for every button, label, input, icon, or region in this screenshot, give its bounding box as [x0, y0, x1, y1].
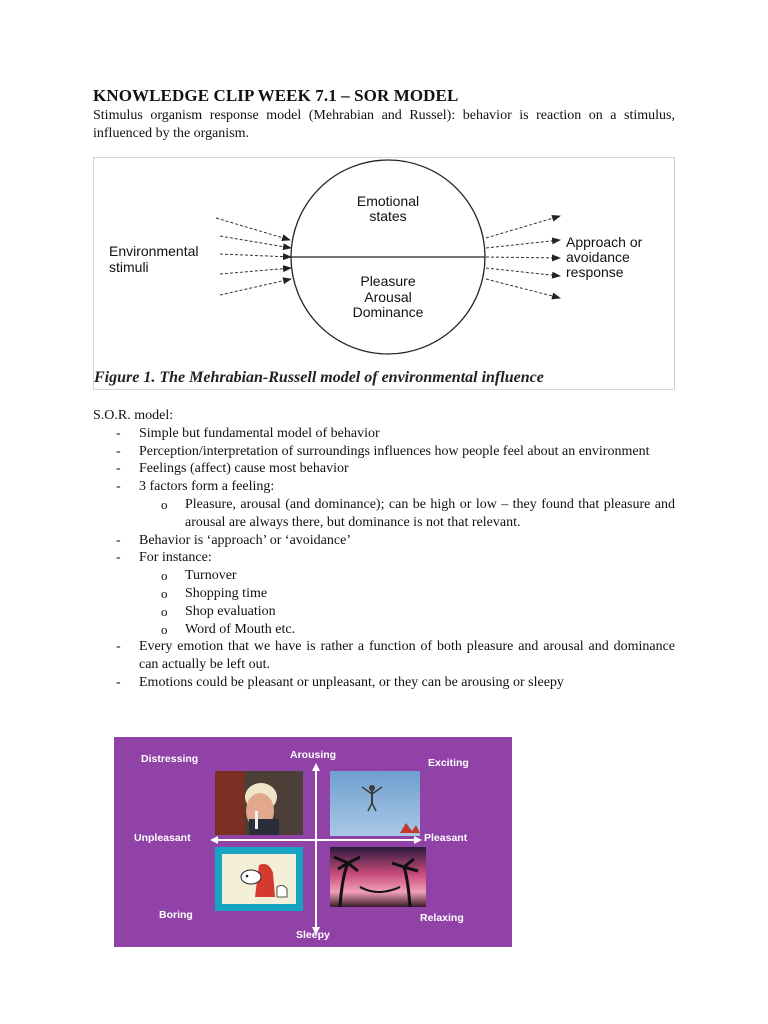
dash-marker: - — [116, 443, 121, 459]
list-item: - For instance: o Turnover o Shopping time o Shop evaluation o Word of Mouth etc. — [93, 549, 675, 638]
circle-marker: o — [161, 585, 168, 601]
factors-sublist — [139, 496, 675, 532]
dash-marker: - — [116, 479, 121, 495]
circle-top-line2: states — [369, 208, 407, 224]
list-item: - Every emotion that we have is rather a function of both pleasure and arousal and dominance can actually be left out. — [116, 639, 675, 673]
mehrabian-russell-figure — [93, 157, 675, 390]
sor-notes — [93, 407, 675, 692]
circle-marker: o — [161, 568, 168, 584]
circle-marker: o — [161, 621, 168, 637]
sub-list-item: o Word of Mouth etc. — [161, 621, 296, 637]
circle-bottom-line1: Pleasure — [360, 273, 416, 289]
list-item: - Perception/interpretation of surroundings influences how people feel about an environment — [116, 443, 650, 459]
sub-list-item: o Pleasure, arousal (and dominance); can be high or low – they found that pleasure and arousal are always there, but dominance is not that relevant. — [161, 496, 675, 530]
stimuli-arrows — [216, 218, 291, 295]
dash-marker: - — [116, 461, 121, 477]
circle-bottom-line2: Arousal — [364, 289, 412, 305]
sub-list-item: o Shop evaluation — [161, 603, 276, 619]
dash-marker: - — [116, 674, 121, 690]
exciting-label: Exciting — [428, 757, 469, 769]
emotion-quadrant-graphic — [114, 737, 512, 947]
right-label-line2: avoidance — [566, 249, 630, 265]
sor-list — [93, 425, 675, 692]
list-item: - Emotions could be pleasant or unpleasant, or they can be arousing or sleepy — [116, 674, 564, 690]
boring-label: Boring — [159, 909, 193, 921]
instances-sublist — [139, 567, 675, 638]
distressing-label: Distressing — [141, 753, 199, 765]
circle-top-line1: Emotional — [356, 193, 420, 209]
circle-marker: o — [161, 496, 168, 512]
dash-marker: - — [116, 639, 121, 655]
circle-marker: o — [161, 603, 168, 619]
list-item: - 3 factors form a feeling: o Pleasure, arousal (and dominance); can be high or low – they found that pleasure and arousal are always there, but dominance is not that relevant. — [116, 479, 675, 530]
right-label-line3: response — [566, 264, 624, 280]
page-title: KNOWLEDGE CLIP WEEK 7.1 – SOR MODEL — [93, 86, 459, 105]
list-item: - Behavior is ‘approach’ or ‘avoidance’ — [116, 532, 351, 548]
sleepy-label: Sleepy — [296, 929, 330, 941]
dash-marker: - — [116, 532, 121, 548]
list-item: - Feelings (affect) cause most behavior — [116, 461, 349, 477]
pleasant-label: Pleasant — [424, 832, 468, 844]
sub-list-item: o Turnover — [161, 568, 237, 584]
figure-caption: Figure 1. The Mehrabian-Russell model of environmental influence — [94, 369, 544, 386]
dash-marker: - — [116, 550, 121, 566]
intro-paragraph: Stimulus organism response model (Mehrabian and Russel): behavior is reaction on a stimulus, influenced by the organism. — [93, 108, 675, 141]
left-label-line1: Environmental — [109, 243, 199, 259]
dash-marker: - — [116, 425, 121, 441]
list-item: - Simple but fundamental model of behavior — [116, 425, 380, 441]
relaxing-label: Relaxing — [420, 912, 464, 924]
sor-heading: S.O.R. model: — [93, 408, 174, 423]
sub-list-item: o Shopping time — [161, 585, 268, 601]
response-arrows — [486, 216, 560, 298]
unpleasant-label: Unpleasant — [134, 832, 191, 844]
arousing-label: Arousing — [290, 749, 337, 761]
right-label-line1: Approach or — [566, 234, 643, 250]
left-label-line2: stimuli — [109, 259, 149, 275]
sor-diagram — [94, 158, 674, 389]
circle-bottom-line3: Dominance — [352, 304, 424, 320]
